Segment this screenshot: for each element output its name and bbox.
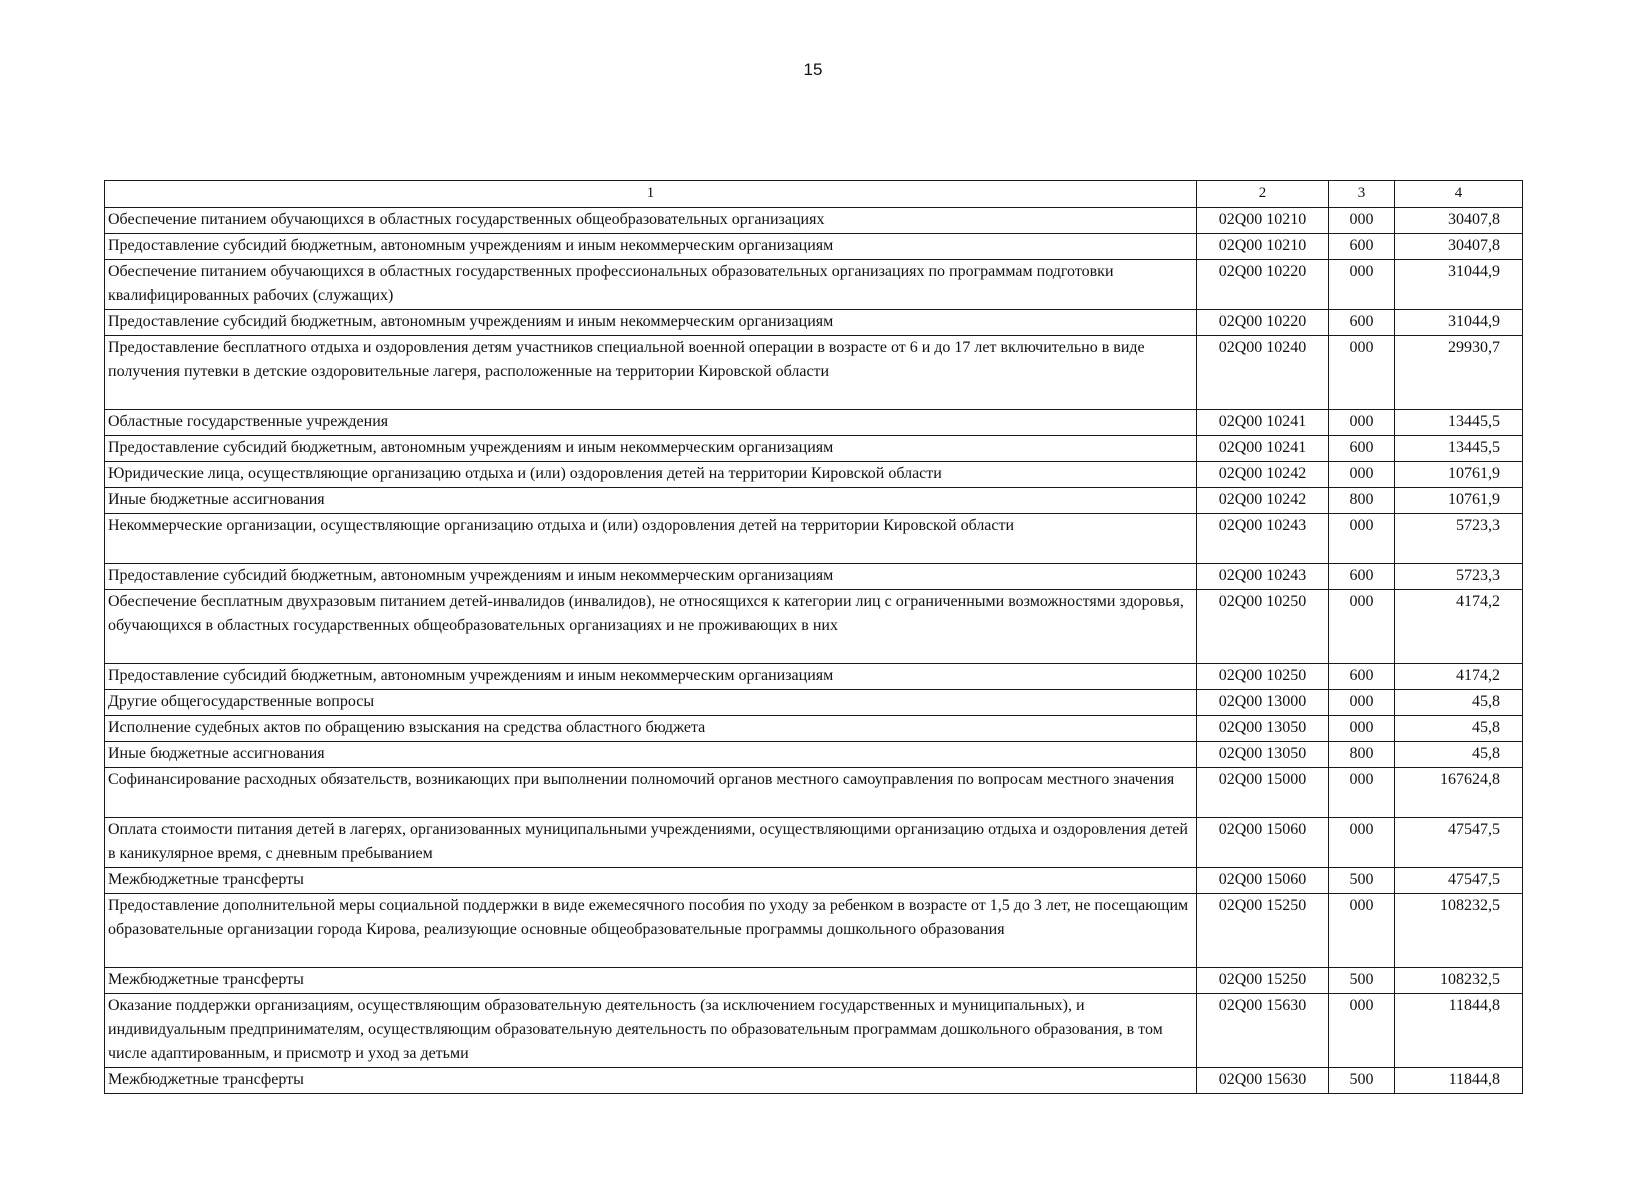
cell-code: 02Q00 10241 <box>1197 436 1329 462</box>
cell-code: 02Q00 15630 <box>1197 1068 1329 1094</box>
cell-type: 600 <box>1329 564 1395 590</box>
table-row <box>105 768 1523 818</box>
cell-code: 02Q00 10242 <box>1197 462 1329 488</box>
cell-sum: 108232,5 <box>1395 968 1523 994</box>
cell-sum: 10761,9 <box>1395 488 1523 514</box>
cell-type: 500 <box>1329 968 1395 994</box>
header-col-sum: 4 <box>1395 181 1523 208</box>
cell-code: 02Q00 10220 <box>1197 310 1329 336</box>
cell-type: 000 <box>1329 410 1395 436</box>
cell-sum: 108232,5 <box>1395 894 1523 968</box>
cell-code: 02Q00 10243 <box>1197 514 1329 564</box>
cell-name: Исполнение судебных актов по обращению взыскания на средства областного бюджета <box>105 716 1197 742</box>
cell-sum: 45,8 <box>1395 690 1523 716</box>
cell-type: 000 <box>1329 818 1395 868</box>
cell-code: 02Q00 15060 <box>1197 868 1329 894</box>
cell-name: Предоставление субсидий бюджетным, автономным учреждениям и иным некоммерческим организациям <box>105 664 1197 690</box>
cell-name: Оплата стоимости питания детей в лагерях, организованных муниципальными учреждениями, осуществляющими организацию отдыха и оздоровления детей в каникулярное время, с дневным пребыванием <box>105 818 1197 868</box>
cell-sum: 45,8 <box>1395 742 1523 768</box>
cell-code: 02Q00 10243 <box>1197 564 1329 590</box>
table-row <box>105 968 1523 994</box>
cell-type: 000 <box>1329 514 1395 564</box>
header-col-type: 3 <box>1329 181 1395 208</box>
cell-sum: 11844,8 <box>1395 1068 1523 1094</box>
cell-type: 000 <box>1329 462 1395 488</box>
cell-sum: 11844,8 <box>1395 994 1523 1068</box>
cell-code: 02Q00 10220 <box>1197 260 1329 310</box>
cell-name: Некоммерческие организации, осуществляющие организацию отдыха и (или) оздоровления детей на территории Кировской области <box>105 514 1197 564</box>
cell-name: Обеспечение бесплатным двухразовым питанием детей-инвалидов (инвалидов), не относящихся к категории лиц с ограниченными возможностями здоровья, обучающихся в областных государственных общеобразовательных организациях и не проживающих в них <box>105 590 1197 664</box>
cell-type: 800 <box>1329 742 1395 768</box>
cell-sum: 13445,5 <box>1395 410 1523 436</box>
cell-code: 02Q00 15250 <box>1197 968 1329 994</box>
cell-sum: 31044,9 <box>1395 260 1523 310</box>
cell-name: Другие общегосударственные вопросы <box>105 690 1197 716</box>
cell-type: 000 <box>1329 690 1395 716</box>
table-row <box>105 234 1523 260</box>
table-row <box>105 1068 1523 1094</box>
table-row <box>105 514 1523 564</box>
cell-sum: 13445,5 <box>1395 436 1523 462</box>
cell-type: 000 <box>1329 894 1395 968</box>
table-row <box>105 894 1523 968</box>
table-row <box>105 564 1523 590</box>
cell-sum: 30407,8 <box>1395 208 1523 234</box>
table-row <box>105 462 1523 488</box>
cell-type: 000 <box>1329 716 1395 742</box>
cell-type: 000 <box>1329 260 1395 310</box>
table-row <box>105 488 1523 514</box>
cell-name: Оказание поддержки организациям, осуществляющим образовательную деятельность (за исключением государственных и муниципальных), и индивидуальным предпринимателям, осуществляющим образовательную деятельность по образовательным программам дошкольного образования, в том числе адаптированным, и присмотр и уход за детьми <box>105 994 1197 1068</box>
cell-sum: 47547,5 <box>1395 868 1523 894</box>
cell-type: 600 <box>1329 436 1395 462</box>
page-number: 15 <box>803 60 823 79</box>
table-row <box>105 664 1523 690</box>
cell-code: 02Q00 13000 <box>1197 690 1329 716</box>
cell-sum: 4174,2 <box>1395 590 1523 664</box>
header-col-name: 1 <box>105 181 1197 208</box>
cell-code: 02Q00 10210 <box>1197 208 1329 234</box>
table-row <box>105 208 1523 234</box>
cell-type: 800 <box>1329 488 1395 514</box>
cell-sum: 4174,2 <box>1395 664 1523 690</box>
cell-name: Межбюджетные трансферты <box>105 1068 1197 1094</box>
cell-sum: 31044,9 <box>1395 310 1523 336</box>
cell-name: Иные бюджетные ассигнования <box>105 488 1197 514</box>
cell-sum: 10761,9 <box>1395 462 1523 488</box>
table-row <box>105 410 1523 436</box>
cell-sum: 45,8 <box>1395 716 1523 742</box>
cell-code: 02Q00 10241 <box>1197 410 1329 436</box>
table-row <box>105 310 1523 336</box>
cell-code: 02Q00 15060 <box>1197 818 1329 868</box>
cell-name: Софинансирование расходных обязательств, возникающих при выполнении полномочий органов местного самоуправления по вопросам местного значения <box>105 768 1197 818</box>
cell-type: 000 <box>1329 336 1395 410</box>
cell-sum: 47547,5 <box>1395 818 1523 868</box>
cell-code: 02Q00 10240 <box>1197 336 1329 410</box>
cell-code: 02Q00 10250 <box>1197 664 1329 690</box>
cell-name: Предоставление субсидий бюджетным, автономным учреждениям и иным некоммерческим организациям <box>105 564 1197 590</box>
cell-type: 600 <box>1329 664 1395 690</box>
table-row <box>105 336 1523 410</box>
cell-type: 500 <box>1329 868 1395 894</box>
table-row <box>105 590 1523 664</box>
table-row <box>105 994 1523 1068</box>
cell-name: Областные государственные учреждения <box>105 410 1197 436</box>
cell-name: Предоставление субсидий бюджетным, автономным учреждениям и иным некоммерческим организациям <box>105 310 1197 336</box>
cell-name: Межбюджетные трансферты <box>105 968 1197 994</box>
cell-type: 600 <box>1329 234 1395 260</box>
cell-sum: 167624,8 <box>1395 768 1523 818</box>
cell-code: 02Q00 10250 <box>1197 590 1329 664</box>
cell-type: 500 <box>1329 1068 1395 1094</box>
table-row <box>105 818 1523 868</box>
table-row <box>105 868 1523 894</box>
cell-code: 02Q00 13050 <box>1197 716 1329 742</box>
cell-code: 02Q00 15630 <box>1197 994 1329 1068</box>
cell-type: 600 <box>1329 310 1395 336</box>
cell-name: Иные бюджетные ассигнования <box>105 742 1197 768</box>
cell-code: 02Q00 13050 <box>1197 742 1329 768</box>
table-body <box>105 208 1523 1094</box>
cell-sum: 5723,3 <box>1395 514 1523 564</box>
cell-type: 000 <box>1329 208 1395 234</box>
cell-name: Предоставление субсидий бюджетным, автономным учреждениям и иным некоммерческим организациям <box>105 234 1197 260</box>
cell-code: 02Q00 10242 <box>1197 488 1329 514</box>
cell-code: 02Q00 15000 <box>1197 768 1329 818</box>
table-row <box>105 742 1523 768</box>
cell-type: 000 <box>1329 768 1395 818</box>
header-col-code: 2 <box>1197 181 1329 208</box>
table-row <box>105 260 1523 310</box>
cell-code: 02Q00 15250 <box>1197 894 1329 968</box>
cell-sum: 30407,8 <box>1395 234 1523 260</box>
budget-table <box>104 180 1523 1094</box>
table-row <box>105 716 1523 742</box>
table-header-row <box>105 181 1523 208</box>
table-row <box>105 436 1523 462</box>
cell-sum: 5723,3 <box>1395 564 1523 590</box>
cell-type: 000 <box>1329 994 1395 1068</box>
cell-code: 02Q00 10210 <box>1197 234 1329 260</box>
cell-name: Юридические лица, осуществляющие организацию отдыха и (или) оздоровления детей на территории Кировской области <box>105 462 1197 488</box>
cell-sum: 29930,7 <box>1395 336 1523 410</box>
cell-name: Межбюджетные трансферты <box>105 868 1197 894</box>
cell-name: Предоставление бесплатного отдыха и оздоровления детям участников специальной военной операции в возрасте от 6 и до 17 лет включительно в виде получения путевки в детские оздоровительные лагеря, расположенные на территории Кировской области <box>105 336 1197 410</box>
cell-name: Обеспечение питанием обучающихся в областных государственных общеобразовательных организациях <box>105 208 1197 234</box>
cell-name: Предоставление дополнительной меры социальной поддержки в виде ежемесячного пособия по уходу за ребенком в возрасте от 1,5 до 3 лет, не посещающим образовательные организации города Кирова, реализующие основные общеобразовательные программы дошкольного образования <box>105 894 1197 968</box>
cell-type: 000 <box>1329 590 1395 664</box>
table-row <box>105 690 1523 716</box>
cell-name: Предоставление субсидий бюджетным, автономным учреждениям и иным некоммерческим организациям <box>105 436 1197 462</box>
cell-name: Обеспечение питанием обучающихся в областных государственных профессиональных образовательных организациях по программам подготовки квалифицированных рабочих (служащих) <box>105 260 1197 310</box>
